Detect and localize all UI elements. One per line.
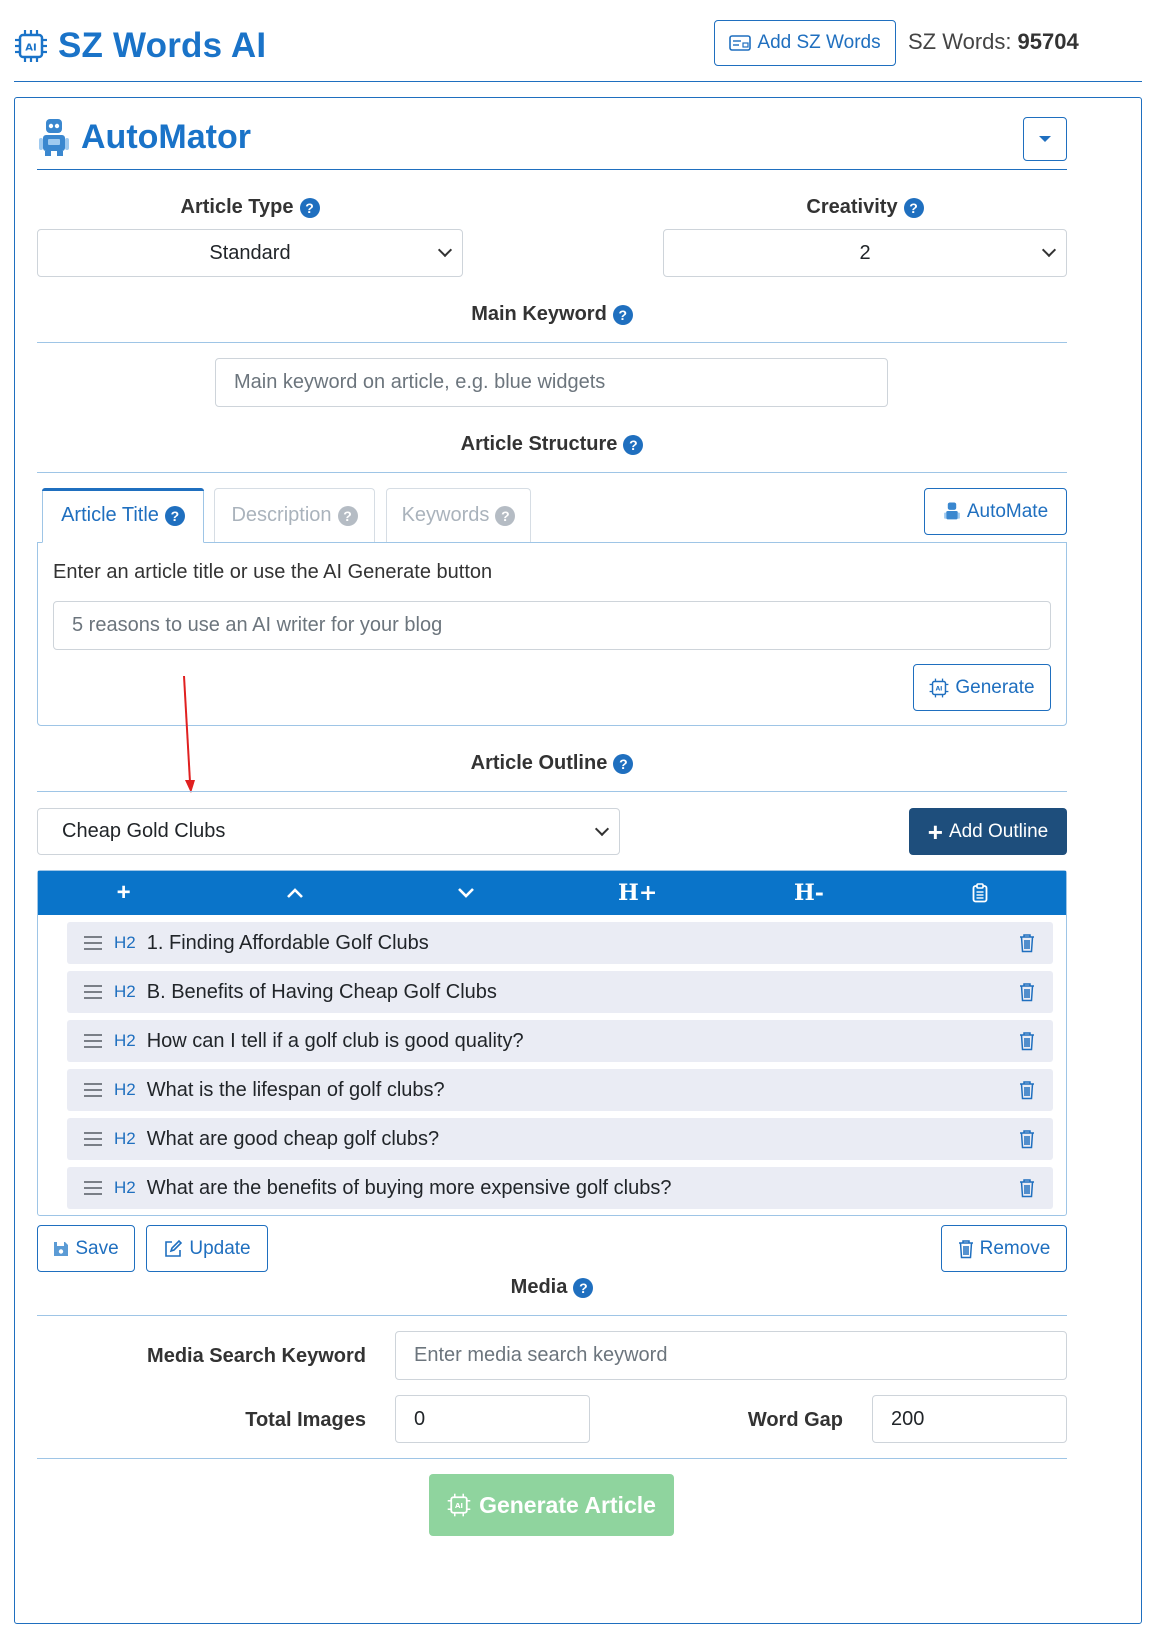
words-label: SZ Words: — [908, 29, 1012, 54]
help-icon[interactable]: ? — [623, 435, 643, 455]
save-outline-button[interactable] — [37, 1225, 135, 1272]
help-icon[interactable]: ? — [338, 506, 358, 526]
active-tab-indicator — [42, 488, 204, 491]
floppy-disk-icon — [53, 1241, 69, 1257]
trash-icon — [958, 1239, 974, 1259]
generate-article-label: Generate Article — [479, 1491, 656, 1518]
trash-icon[interactable] — [1019, 1080, 1035, 1100]
collapse-toggle-button[interactable] — [1023, 117, 1067, 161]
outline-select-value: Cheap Gold Clubs — [62, 820, 226, 842]
automate-button[interactable] — [924, 488, 1067, 535]
creativity-value: 2 — [859, 241, 871, 264]
plus-icon: + — [927, 816, 943, 847]
media-search-placeholder: Enter media search keyword — [414, 1344, 668, 1366]
total-images-value: 0 — [414, 1407, 426, 1430]
media-label-text: Media — [510, 1276, 568, 1298]
automator-title: AutoMator — [81, 117, 251, 156]
word-gap-label: Word Gap — [747, 1409, 843, 1431]
automator-divider — [37, 169, 1067, 170]
chevron-down-icon — [595, 821, 609, 835]
article-title-input[interactable] — [53, 601, 1051, 650]
heading-level-tag: H2 — [114, 982, 136, 1001]
media-divider — [37, 1315, 1067, 1316]
automate-button-label: AutoMate — [966, 500, 1049, 522]
add-outline-button[interactable] — [909, 808, 1067, 855]
main-keyword-placeholder: Main keyword on article, e.g. blue widgets — [234, 371, 606, 393]
creativity-label — [663, 196, 1067, 219]
generate-title-label: Generate — [955, 676, 1035, 698]
outline-select[interactable] — [37, 808, 620, 855]
article-structure-divider — [37, 472, 1067, 473]
article-outline-divider — [37, 791, 1067, 792]
move-down-button[interactable] — [381, 871, 552, 915]
outline-item[interactable] — [67, 1069, 1053, 1111]
media-bottom-divider — [37, 1458, 1067, 1459]
main-keyword-input[interactable] — [215, 358, 888, 407]
chevron-down-icon — [1042, 243, 1056, 257]
ai-chip-icon — [14, 29, 48, 63]
header-divider — [14, 81, 1142, 82]
outline-item-text[interactable]: How can I tell if a golf club is good quality? — [146, 1029, 524, 1052]
media-label — [37, 1276, 1067, 1299]
add-heading-button[interactable] — [38, 871, 209, 915]
heading-level-tag: H2 — [114, 1178, 136, 1197]
tab-article-title[interactable] — [42, 488, 204, 543]
clipboard-icon — [972, 883, 988, 903]
add-outline-label: Add Outline — [948, 820, 1049, 842]
copy-outline-button[interactable] — [895, 871, 1066, 915]
drag-handle-icon[interactable] — [84, 1079, 102, 1101]
remove-outline-button[interactable] — [941, 1225, 1067, 1272]
outline-item[interactable] — [67, 922, 1053, 964]
tab-description[interactable] — [214, 488, 375, 542]
heading-decrease-button[interactable] — [723, 871, 894, 915]
article-type-label — [37, 196, 463, 219]
tab-keywords[interactable] — [386, 488, 531, 542]
trash-icon[interactable] — [1019, 1129, 1035, 1149]
heading-decrease-label: H- — [794, 880, 824, 906]
chevron-up-icon — [286, 887, 304, 899]
outline-item-text[interactable]: What are the benefits of buying more expensive golf clubs? — [146, 1176, 672, 1199]
article-structure-label — [37, 433, 1067, 456]
outline-item[interactable] — [67, 971, 1053, 1013]
save-outline-label: Save — [75, 1237, 119, 1259]
article-title-placeholder: 5 reasons to use an AI writer for your blog — [72, 614, 443, 636]
update-outline-label: Update — [189, 1237, 251, 1259]
heading-level-tag: H2 — [114, 933, 136, 952]
chevron-down-icon — [457, 887, 475, 899]
outline-item[interactable] — [67, 1167, 1053, 1209]
article-type-label-text: Article Type — [180, 196, 294, 218]
drag-handle-icon[interactable] — [84, 932, 102, 954]
main-keyword-label-text: Main Keyword — [471, 303, 607, 325]
outline-item-text[interactable]: 1. Finding Affordable Golf Clubs — [146, 931, 429, 954]
words-counter — [908, 29, 1079, 57]
brand-logo[interactable] — [14, 22, 266, 70]
trash-icon[interactable] — [1019, 1031, 1035, 1051]
add-sz-words-label: Add SZ Words — [757, 32, 881, 53]
automator-header — [37, 116, 251, 158]
article-outline-label — [37, 752, 1067, 775]
help-icon[interactable]: ? — [165, 506, 185, 526]
outline-item[interactable] — [67, 1118, 1053, 1160]
drag-handle-icon[interactable] — [84, 1128, 102, 1150]
generate-title-button[interactable] — [913, 664, 1051, 711]
add-sz-words-button[interactable] — [714, 20, 896, 66]
article-type-value: Standard — [209, 241, 291, 264]
creativity-select[interactable] — [663, 229, 1067, 277]
media-search-label: Media Search Keyword — [147, 1345, 366, 1367]
main-keyword-label — [37, 303, 1067, 326]
tab-article-title-label: Article Title — [61, 504, 159, 526]
word-gap-value: 200 — [891, 1407, 925, 1430]
plus-icon: + — [116, 879, 131, 906]
update-outline-button[interactable] — [146, 1225, 268, 1272]
outline-item-text[interactable]: What is the lifespan of golf clubs? — [146, 1078, 445, 1101]
drag-handle-icon[interactable] — [84, 981, 102, 1003]
article-outline-label-text: Article Outline — [470, 752, 608, 774]
article-title-instruction: Enter an article title or use the AI Generate button — [53, 561, 493, 583]
svg-text:AI: AI — [455, 1501, 464, 1511]
word-gap-input[interactable] — [872, 1395, 1067, 1443]
remove-outline-label: Remove — [979, 1237, 1051, 1259]
drag-handle-icon[interactable] — [84, 1177, 102, 1199]
trash-icon[interactable] — [1019, 933, 1035, 953]
tab-keywords-label: Keywords — [401, 504, 490, 526]
ai-chip-icon — [447, 1493, 471, 1517]
generate-article-button[interactable] — [429, 1474, 674, 1536]
creativity-label-text: Creativity — [806, 196, 898, 218]
outline-toolbar — [38, 871, 1066, 915]
trash-icon[interactable] — [1019, 982, 1035, 1002]
main-keyword-divider — [37, 342, 1067, 343]
annotation-arrow-icon — [176, 674, 198, 796]
edit-icon — [163, 1239, 183, 1259]
heading-increase-button[interactable] — [552, 871, 723, 915]
ai-chip-icon — [929, 678, 949, 698]
tab-description-label: Description — [231, 504, 332, 526]
help-icon[interactable]: ? — [300, 198, 320, 218]
heading-increase-label: H+ — [618, 880, 658, 906]
svg-text:AI: AI — [25, 42, 37, 54]
outline-item-text[interactable]: What are good cheap golf clubs? — [146, 1127, 440, 1150]
caret-down-icon — [1038, 135, 1052, 143]
help-icon[interactable]: ? — [495, 506, 515, 526]
total-images-input[interactable] — [395, 1395, 590, 1443]
words-count: 95704 — [1017, 29, 1079, 54]
article-structure-label-text: Article Structure — [460, 433, 618, 455]
help-icon[interactable]: ? — [613, 305, 633, 325]
outline-item-text[interactable]: B. Benefits of Having Cheap Golf Clubs — [146, 980, 497, 1003]
chevron-down-icon — [438, 243, 452, 257]
heading-level-tag: H2 — [114, 1129, 136, 1148]
move-up-button[interactable] — [209, 871, 380, 915]
help-icon[interactable]: ? — [613, 754, 633, 774]
robot-icon — [943, 502, 961, 522]
total-images-label: Total Images — [245, 1409, 366, 1431]
brand-title: SZ Words AI — [58, 26, 267, 65]
robot-icon — [37, 118, 71, 156]
drag-handle-icon[interactable] — [84, 1030, 102, 1052]
media-search-input[interactable] — [395, 1331, 1067, 1380]
help-icon[interactable]: ? — [904, 198, 924, 218]
svg-text:AI: AI — [936, 686, 943, 693]
trash-icon[interactable] — [1019, 1178, 1035, 1198]
outline-list — [67, 922, 1053, 1209]
help-icon[interactable]: ? — [573, 1278, 593, 1298]
card-icon — [729, 34, 751, 52]
article-type-select[interactable] — [37, 229, 463, 277]
heading-level-tag: H2 — [114, 1080, 136, 1099]
heading-level-tag: H2 — [114, 1031, 136, 1050]
outline-item[interactable] — [67, 1020, 1053, 1062]
